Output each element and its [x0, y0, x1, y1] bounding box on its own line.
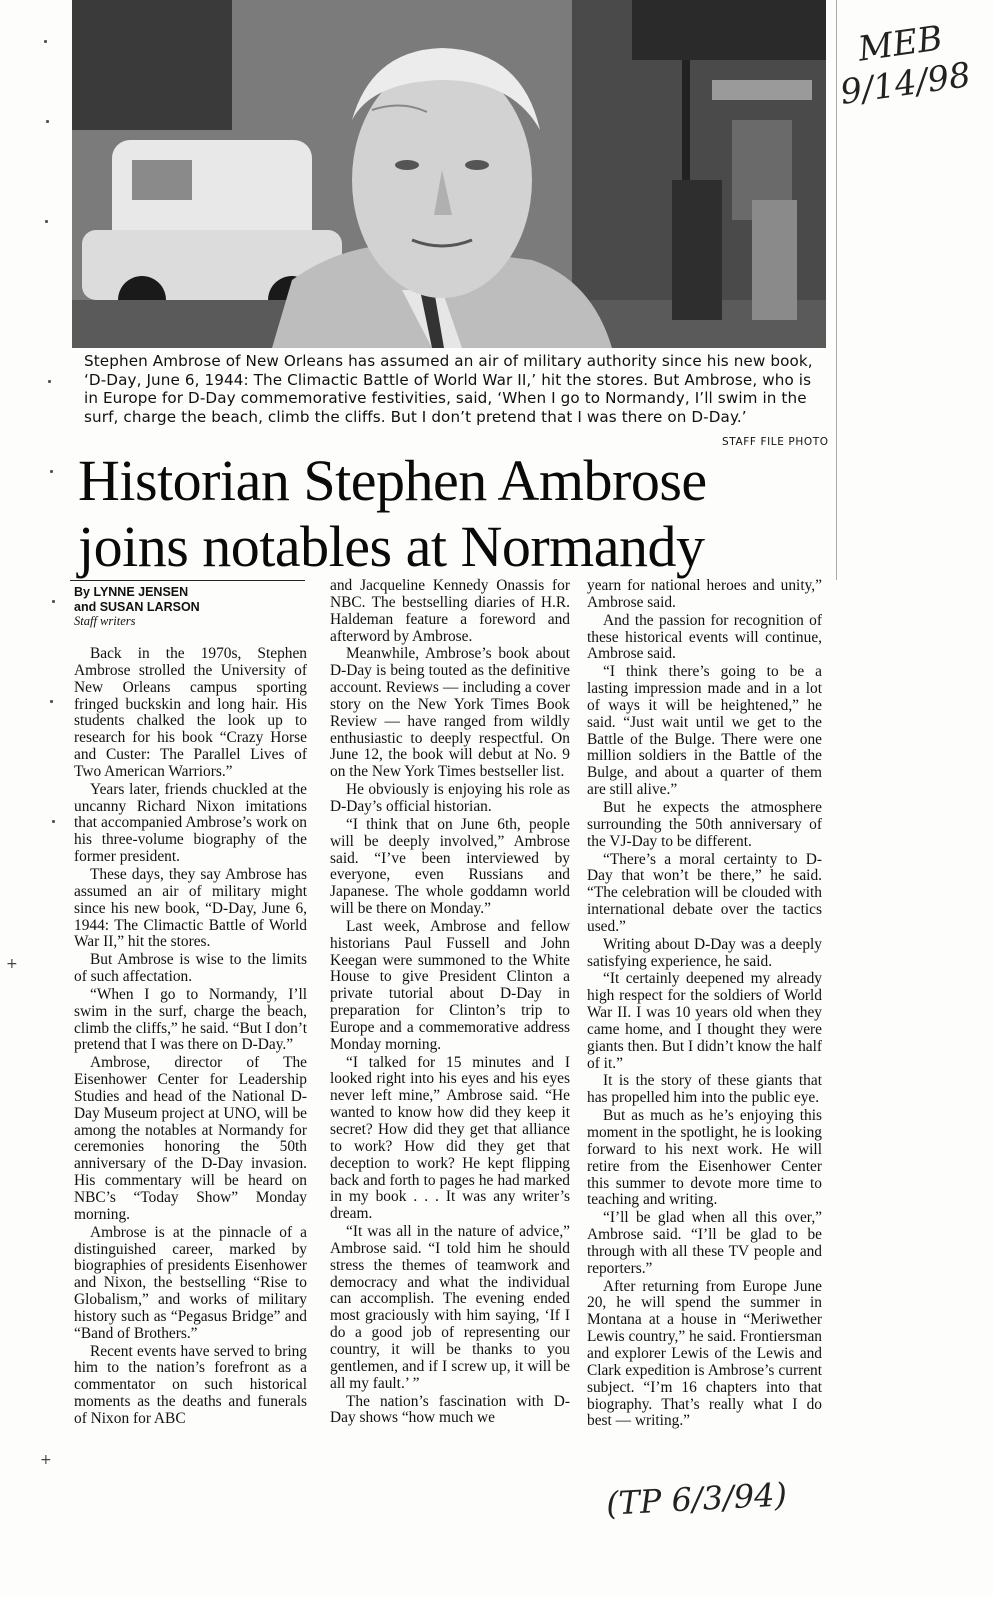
paragraph: But he expects the atmosphere surrounding the 50th anniversary of the VJ-Day to be different.	[587, 798, 822, 850]
paragraph: “I think that on June 6th, people will be deeply involved,” Ambrose said. “I’ve been interviewed by everyone, even Russians and Japanese. The whole goddamn world will be there on Monday.”	[330, 815, 570, 918]
paragraph: Ambrose is at the pinnacle of a distinguished career, marked by biographies of presidents Eisenhower and Nixon, the bestselling “Rise to Globalism,” and works of military history such as “Pegasus Bridge” and “Band of Brothers.”	[74, 1223, 307, 1342]
paragraph: Last week, Ambrose and fellow historians Paul Fussell and John Keegan were summoned to the White House to give President Clinton a private tutorial about D-Day in preparation for Clinton’s trip to Europe and a commemorative address Monday morning.	[330, 917, 570, 1053]
paragraph: Recent events have served to bring him to the nation’s forefront as a commentator on such historical moments as the deaths and funerals of Nixon for ABC	[74, 1342, 307, 1427]
scan-speck	[46, 120, 49, 123]
portrait-photo	[72, 0, 826, 348]
paragraph: After returning from Europe June 20, he will spend the summer in Montana at a house in “Meriwether Lewis country,” he said. Frontiersman and explorer Lewis of the Lewis and Clark expedition is Ambrose’s current subject. “I’m 16 chapters into that biography. That’s really what I do best — writing.”	[587, 1277, 822, 1430]
scan-speck	[48, 380, 51, 383]
paragraph: “I’ll be glad when all this over,” Ambrose said. “I’ll be glad to be through with all these TV people and reporters.”	[587, 1209, 822, 1277]
photo-illustration	[72, 0, 826, 348]
byline-staff: Staff writers	[74, 614, 136, 628]
paragraph: Ambrose, director of The Eisenhower Center for Leadership Studies and head of the National D-Day Museum project at UNO, will be among the notables at Normandy for ceremonies honoring the 50th anniversary of the D-Day invasion. His commentary will be heard on NBC’s “Today Show” Monday morning.	[74, 1054, 307, 1223]
headline-line-1: Historian Stephen Ambrose	[78, 448, 707, 513]
paragraph: “When I go to Normandy, I’ll swim in the surf, charge the beach, climb the cliffs,” he said. “But I don’t pretend that I was there on D-Day.”	[74, 985, 307, 1054]
paragraph: “There’s a moral certainty to D-Day that won’t be there,” he said. “The celebration will be clouded with international debate over the tactics used.”	[587, 850, 822, 935]
handwritten-date-top: 9/14/98	[837, 55, 974, 113]
article-column-3	[587, 578, 822, 1431]
paragraph: “It was all in the nature of advice,” Ambrose said. “I told him he should stress the themes of teamwork and democracy and what the individual can accomplish. The evening ended most graciously with him saying, ‘If I do a good job of representing our country, it will be thanks to you gentlemen, and if I screw up, it will be all my fault.’ ”	[330, 1223, 570, 1392]
byline-rule	[70, 580, 305, 581]
paragraph: “I talked for 15 minutes and I looked right into his eyes and his eyes never left mine,” Ambrose said. “He wanted to know how did they keep it secret? How did they get that alliance to work? How did they get that deception to work? He kept flipping back and forth to pages he had marked in my book . . . It was any writer’s dream.	[330, 1053, 570, 1223]
scan-speck	[50, 700, 53, 703]
paragraph: The nation’s fascination with D-Day shows “how much we	[330, 1392, 570, 1427]
headline-line-2: joins notables at Normandy	[78, 514, 705, 579]
paragraph: But Ambrose is wise to the limits of such affectation.	[74, 951, 307, 986]
registration-mark-icon: +	[6, 956, 18, 972]
paragraph: He obviously is enjoying his role as D-Day’s official historian.	[330, 781, 570, 815]
paragraph: “It certainly deepened my already high respect for the soldiers of World War II. I was 10 years old when they came home, and I thought they were giants then. But I didn’t know the half of it.”	[587, 970, 822, 1072]
paragraph: Years later, friends chuckled at the uncanny Richard Nixon imitations that accompanied Ambrose’s work on his three-volume biography of the former president.	[74, 780, 307, 866]
photo-credit: STAFF FILE PHOTO	[722, 436, 829, 448]
paragraph: Meanwhile, Ambrose’s book about D-Day is being touted as the definitive account. Reviews — including a cover story on the New York Times Book Review — have ranged from wildly enthusiastic to deeply respectful. On June 12, the book will debut at No. 9 on the New York Times bestseller list.	[330, 645, 570, 781]
paragraph: It is the story of these giants that has propelled him into the public eye.	[587, 1072, 822, 1107]
paragraph: yearn for national heroes and unity,” Ambrose said.	[587, 577, 822, 611]
photo-caption: Stephen Ambrose of New Orleans has assumed an air of military authority since his new book, ‘D-Day, June 6, 1944: The Climactic Battle of World War II,’ hit the stores. But Ambrose, who is in Europe for D-Day commemorative festivities, said, ‘When I go to Normandy, I’ll swim in the surf, charge the beach, climb the cliffs. But I don’t pretend that I was there on D-Day.’	[84, 352, 813, 426]
byline-author-2: and SUSAN LARSON	[74, 600, 200, 614]
handwritten-source-date: (TP 6/3/94)	[605, 1475, 788, 1523]
registration-mark-icon: +	[40, 1452, 52, 1468]
paragraph: “I think there’s going to be a lasting impression made and in a lot of ways it will be heightened,” he said. “Just wait until we get to the Battle of the Bulge. There were one million soldiers in the Battle of the Bulge, and about a quarter of them are still alive.”	[587, 663, 822, 799]
paragraph: Writing about D-Day was a deeply satisfying experience, he said.	[587, 935, 822, 970]
paragraph: And the passion for recognition of these historical events will continue, Ambrose said.	[587, 611, 822, 663]
scan-speck	[50, 470, 53, 473]
article-column-2	[330, 578, 570, 1428]
paragraph: and Jacqueline Kennedy Onassis for NBC. The bestselling diaries of H.R. Haldeman feature a foreword and afterword by Ambrose.	[330, 577, 570, 645]
scan-speck	[44, 40, 47, 43]
byline	[74, 585, 314, 615]
paragraph: These days, they say Ambrose has assumed an air of military might since his new book, “D-Day, June 6, 1944: The Climactic Battle of World War II,” hit the stores.	[74, 865, 307, 951]
byline-author-1: By LYNNE JENSEN	[74, 585, 189, 599]
headline	[78, 448, 838, 580]
paragraph: But as much as he’s enjoying this moment in the spotlight, he is looking forward to his next work. He will retire from the Eisenhower Center this summer to devote more time to teaching and writing.	[587, 1107, 822, 1209]
paragraph: Back in the 1970s, Stephen Ambrose strolled the University of New Orleans campus sporting fringed buckskin and long hair. His students chalked the look up to research for his book “Crazy Horse and Custer: The Parallel Lives of Two American Warriors.”	[74, 645, 307, 780]
article-column-1	[74, 646, 307, 1429]
scan-speck	[52, 600, 55, 603]
scan-speck	[45, 220, 48, 223]
handwritten-initials: MEB	[855, 18, 945, 70]
scan-speck	[52, 820, 55, 823]
